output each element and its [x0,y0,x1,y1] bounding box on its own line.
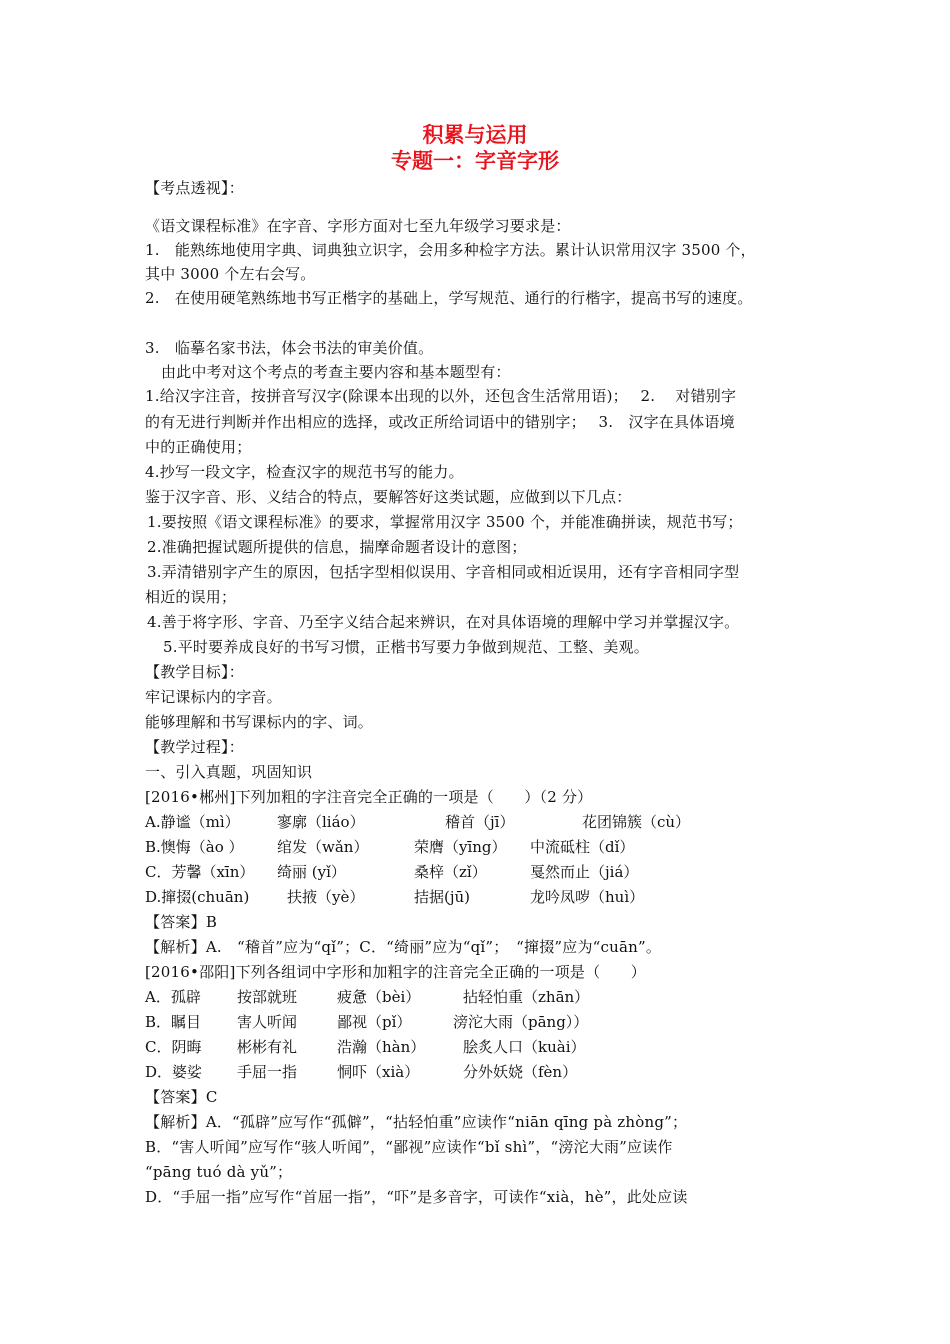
document-title: 积累与运用 [422,123,528,147]
question-types-line-1: 1.给汉字注音，按拼音写汉字(除课本出现的以外，还包含生活常用语)； 2. 对错别字 [145,387,737,405]
q2-option-d-word-1: D．婆娑 [145,1063,203,1081]
analysis-label: 【解析】 [145,1113,206,1131]
q1-option-a-word-2: 寥廓（liáo） [277,813,365,831]
q1-option-d-word-2: 扶掖（yè） [287,888,365,906]
question-types-line-3: 中的正确使用； [145,438,252,456]
document-subtitle: 专题一：字音字形 [391,149,559,173]
q2-option-a-word-3: 疲惫（bèi） [337,988,421,1006]
strategy-4: 4.善于将字形、字音、乃至字义结合起来辨识，在对具体语境的理解中学习并掌握汉字。 [147,613,740,631]
q2-option-b-word-1: B．瞩目 [145,1013,202,1031]
q2-analysis-line-4: D．“手屈一指”应写作“首屈一指”，“吓”是多音字，可读作“xià，hè”，此处应读 [145,1188,688,1206]
analysis-label: 【解析】 [145,938,206,956]
q2-option-c-word-2: 彬彬有礼 [237,1038,298,1056]
q1-option-b-word-2: 绾发（wǎn） [277,838,369,856]
q1-option-c-word-3: 桑梓（zǐ） [414,863,487,881]
q1-option-d-word-3: 拮据(jū) [414,888,471,906]
strategy-3-line-2: 相近的误用； [145,588,237,606]
q2-option-a-word-2: 按部就班 [237,988,298,1006]
q2-answer [145,1087,218,1107]
q2-option-d-word-2: 手屈一指 [237,1063,298,1081]
answer-label: 【答案】 [145,1088,206,1106]
requirement-1-line-2: 其中 3000 个左右会写。 [145,265,316,283]
q1-option-a-word-1: A.静谧（mì） [145,813,240,831]
answer-value: C [205,1088,218,1106]
paragraph-zhongkao: 由此中考对这个考点的考查主要内容和基本题型有： [161,363,511,381]
q2-option-a-word-4: 拈轻怕重（zhān） [463,988,590,1006]
q2-analysis-line-3: “pāng tuó dà yǔ”； [145,1163,293,1181]
q2-analysis-line-1 [145,1112,687,1132]
analysis-text: A．“孤辟”应写作“孤僻”，“拈轻怕重”应读作“niān qīng pà zhòng”； [205,1113,688,1131]
process-step-1: 一、引入真题，巩固知识 [145,763,313,781]
q2-option-b-word-2: 害人听闻 [237,1013,298,1031]
q2-option-a-word-1: A．孤辟 [145,988,201,1006]
goal-1: 牢记课标内的字音。 [145,688,282,706]
requirement-3: 3. 临摹名家书法，体会书法的审美价值。 [145,339,434,357]
q1-option-d-word-4: 龙吟凤哕（huì） [530,888,645,906]
section-heading-mubiao: 【教学目标】： [145,663,244,681]
q1-option-a-word-4: 花团锦簇（cù） [582,813,691,831]
strategy-2: 2.准确把握试题所提供的信息，揣摩命题者设计的意图； [147,538,527,556]
requirement-1-line-1: 1. 能熟练地使用字典、词典独立识字，会用多种检字方法。累计认识常用汉字 3500 个， [145,241,756,259]
q2-option-b-word-4: 滂沱大雨（pāng）） [453,1013,589,1031]
analysis-text: A. “稽首”应为“qǐ”；C．“绮丽”应为“qǐ”； “撺掇”应为“cuān”。 [205,938,662,956]
q1-answer [145,912,217,932]
q1-option-b-word-1: B.懊悔（ào ） [145,838,244,856]
question-1-stem: [2016•郴州]下列加粗的字注音完全正确的一项是（ ）（2 分） [145,788,593,806]
strategy-5: 5.平时要养成良好的书写习惯，正楷书写要力争做到规范、工整、美观。 [163,638,649,656]
q2-analysis-line-2: B．“害人听闻”应写作“骇人听闻”，“鄙视”应读作“bǐ shì”，“滂沱大雨”应读作 [145,1138,673,1156]
section-heading-kaodian: 【考点透视】： [145,179,244,197]
strategy-1: 1.要按照《语文课程标准》的要求，掌握常用汉字 3500 个，并能准确拼读，规范书写； [147,513,743,531]
q1-option-c-word-1: C．芳馨（xīn） [145,863,255,881]
question-2-stem: [2016•邵阳]下列各组词中字形和加粗字的注音完全正确的一项是（ ） [145,963,646,981]
paragraph-intro: 《语文课程标准》在字音、字形方面对七至九年级学习要求是： [145,217,571,235]
q2-option-c-word-3: 浩瀚（hàn） [337,1038,426,1056]
answer-value: B [205,913,218,931]
question-types-line-4: 4.抄写一段文字，检查汉字的规范书写的能力。 [145,463,464,481]
q1-option-b-word-4: 中流砥柱（dǐ） [530,838,635,856]
q2-option-d-word-4: 分外妖娆（fèn） [463,1063,578,1081]
strategy-3-line-1: 3.弄清错别字产生的原因，包括字型相似误用、字音相同或相近误用，还有字音相同字型 [147,563,740,581]
paragraph-jianyu: 鉴于汉字音、形、义结合的特点，要解答好这类试题，应做到以下几点： [145,488,632,506]
q2-option-c-word-4: 脍炙人口（kuài） [463,1038,586,1056]
q1-option-d-word-1: D.撺掇(chuān) [145,888,250,906]
q1-option-c-word-2: 绮丽 (yǐ） [277,863,346,881]
section-heading-guocheng: 【教学过程】： [145,738,244,756]
q2-option-c-word-1: C．阴晦 [145,1038,202,1056]
q1-option-c-word-4: 戛然而止（jiá） [530,863,639,881]
q2-option-d-word-3: 恫吓（xià） [337,1063,420,1081]
question-types-line-2: 的有无进行判断并作出相应的选择，或改正所给词语中的错别字； 3. 汉字在具体语境 [145,413,735,431]
q1-option-b-word-3: 荣膺（yīng） [414,838,507,856]
goal-2: 能够理解和书写课标内的字、词。 [145,713,374,731]
q1-analysis [145,937,661,957]
q2-option-b-word-3: 鄙视（pǐ） [337,1013,412,1031]
requirement-2: 2. 在使用硬笔熟练地书写正楷字的基础上，学写规范、通行的行楷字，提高书写的速度。 [145,289,753,307]
q1-option-a-word-3: 稽首（jī） [445,813,515,831]
answer-label: 【答案】 [145,913,206,931]
